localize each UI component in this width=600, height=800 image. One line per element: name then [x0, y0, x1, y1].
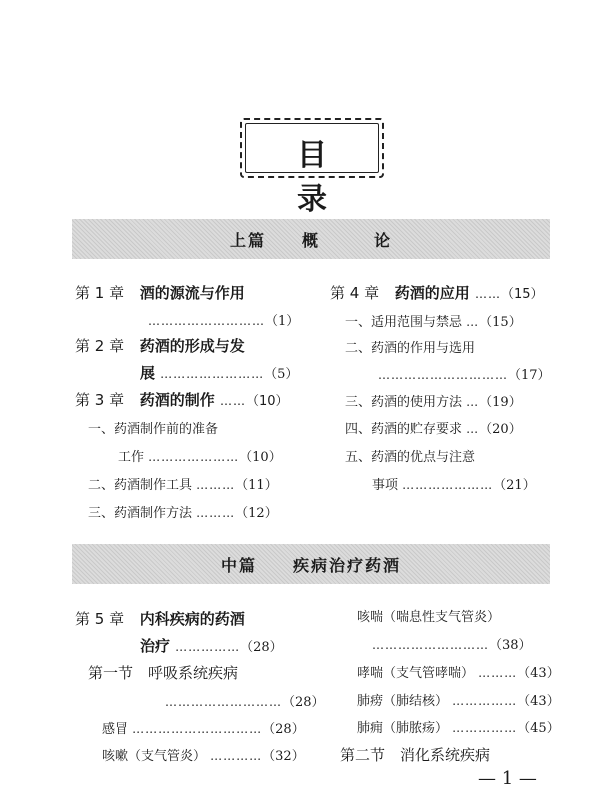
- toc-section-4-2-page-line: [378, 364, 551, 383]
- leader-dots: …: [466, 395, 480, 409]
- toc-chapter-5-page-line: [140, 635, 283, 656]
- chapter-title-continued: 展: [140, 364, 156, 382]
- page-ref: （15）: [501, 287, 544, 302]
- leader-dots: …………………: [148, 450, 240, 464]
- leader-dots: …………………………: [378, 368, 508, 382]
- chapter-title: 药酒的形成与发: [139, 337, 245, 355]
- item-title: 感冒: [102, 722, 129, 737]
- section-title: 二、药酒制作工具: [88, 478, 193, 493]
- page-ref: （17）: [508, 368, 551, 383]
- section-title-continued: 工作: [118, 450, 145, 465]
- page-ref: （32）: [262, 749, 305, 764]
- page-ref: （43）: [517, 666, 560, 681]
- toc-section-4-4[interactable]: [345, 418, 522, 437]
- leader-dots: …………………: [402, 478, 494, 492]
- toc-section-3-1[interactable]: [88, 418, 218, 437]
- page-ref: （15）: [479, 315, 522, 330]
- toc-chapter-5[interactable]: [75, 608, 245, 629]
- toc-item-kesou[interactable]: [102, 745, 305, 764]
- chapter-number: 第 2 章: [75, 337, 125, 355]
- section-title: 二、药酒的作用与选用: [345, 341, 476, 356]
- section-title-part2: 中篇 疾病治疗药酒: [220, 556, 401, 575]
- item-title: 肺痈（肺脓疡）: [357, 721, 449, 736]
- toc-section-3-2[interactable]: [88, 474, 278, 493]
- toc-item-kechuan[interactable]: [357, 606, 500, 625]
- leader-dots: ……………………: [160, 367, 265, 381]
- page-title: 目 录: [297, 138, 345, 217]
- toc-section-5-1-page-line: [165, 691, 325, 710]
- toc-chapter-2[interactable]: [75, 335, 245, 356]
- section-title: 第二节 消化系统疾病: [340, 746, 491, 764]
- leader-dots: ……: [475, 287, 502, 301]
- toc-item-feiyong[interactable]: [357, 717, 560, 736]
- chapter-title: 酒的源流与作用: [139, 284, 245, 302]
- toc-section-5-1[interactable]: [88, 662, 238, 683]
- section-band-part1: [72, 219, 550, 259]
- page-ref: （10）: [246, 394, 289, 409]
- leader-dots: ………: [196, 478, 236, 492]
- leader-dots: …………………………: [132, 722, 263, 736]
- page-ref: （21）: [493, 478, 536, 493]
- item-title: 哮喘（支气管哮喘）: [357, 666, 475, 681]
- page-ref: （10）: [239, 450, 282, 465]
- leader-dots: …………: [210, 749, 263, 763]
- section-title: 一、药酒制作前的准备: [88, 422, 219, 437]
- leader-dots: ………: [196, 506, 236, 520]
- page-ref: （28）: [262, 722, 305, 737]
- toc-section-4-5[interactable]: [345, 446, 475, 465]
- section-title: 三、药酒的使用方法: [345, 395, 463, 410]
- title-box: [240, 118, 384, 217]
- toc-section-4-3[interactable]: [345, 391, 522, 410]
- toc-item-feilao[interactable]: [357, 690, 560, 709]
- toc-section-4-1[interactable]: [345, 311, 522, 330]
- page-ref: （12）: [235, 506, 278, 521]
- leader-dots: ………………………: [165, 695, 282, 709]
- page-ref: （28）: [282, 695, 325, 710]
- leader-dots: …: [466, 422, 480, 436]
- section-title-continued: 事项: [372, 478, 399, 493]
- toc-item-xiaochuan[interactable]: [357, 662, 560, 681]
- page-ref: （28）: [240, 640, 283, 655]
- chapter-number: 第 1 章: [75, 284, 125, 302]
- section-title: 三、药酒制作方法: [88, 506, 193, 521]
- page-ref: （5）: [264, 367, 299, 382]
- page-ref: （43）: [517, 694, 560, 709]
- chapter-title: 药酒的应用: [394, 284, 470, 302]
- page-ref: （11）: [235, 478, 278, 493]
- toc-chapter-4[interactable]: [330, 282, 544, 303]
- section-title-part1: 上篇 概 论: [229, 231, 392, 250]
- item-title: 咳嗽（支气管炎）: [102, 749, 207, 764]
- toc-item-ganmao[interactable]: [102, 718, 305, 737]
- leader-dots: ……………: [452, 694, 518, 708]
- toc-chapter-1[interactable]: [75, 282, 245, 303]
- chapter-title: 内科疾病的药酒: [139, 610, 245, 628]
- leader-dots: ………………………: [148, 314, 265, 328]
- section-title: 五、药酒的优点与注意: [345, 450, 476, 465]
- leader-dots: ……………: [175, 640, 241, 654]
- toc-section-4-2[interactable]: [345, 337, 475, 356]
- chapter-number: 第 5 章: [75, 610, 125, 628]
- toc-section-3-3[interactable]: [88, 502, 278, 521]
- item-title: 肺痨（肺结核）: [357, 694, 449, 709]
- section-title: 一、适用范围与禁忌: [345, 315, 463, 330]
- leader-dots: …: [466, 315, 480, 329]
- toc-chapter-3[interactable]: [75, 389, 289, 410]
- leader-dots: ……: [220, 394, 247, 408]
- leader-dots: ……………: [452, 721, 518, 735]
- toc-chapter-2-page-line: [140, 362, 298, 383]
- toc-section-5-2[interactable]: [340, 744, 490, 765]
- chapter-title: 药酒的制作: [139, 391, 215, 409]
- toc-item-kechuan-page-line: [372, 634, 532, 653]
- page-ref: （45）: [517, 721, 560, 736]
- page-ref: （38）: [489, 638, 532, 653]
- section-band-part2: [72, 544, 550, 584]
- toc-chapter-1-page-line: [148, 310, 299, 329]
- toc-section-4-5-page-line: [372, 474, 536, 493]
- page-ref: （20）: [479, 422, 522, 437]
- leader-dots: ………: [478, 666, 518, 680]
- page-ref: （19）: [479, 395, 522, 410]
- toc-section-3-1-page-line: [118, 446, 282, 465]
- leader-dots: ………………………: [372, 638, 489, 652]
- chapter-number: 第 3 章: [75, 391, 125, 409]
- item-title: 咳喘（喘息性支气管炎）: [357, 610, 501, 625]
- page-ref: （1）: [265, 314, 300, 329]
- section-title: 第一节 呼吸系统疾病: [88, 664, 239, 682]
- chapter-title-continued: 治疗: [140, 637, 171, 655]
- page-number: — 1 —: [478, 768, 537, 789]
- section-title: 四、药酒的贮存要求: [345, 422, 463, 437]
- chapter-number: 第 4 章: [330, 284, 380, 302]
